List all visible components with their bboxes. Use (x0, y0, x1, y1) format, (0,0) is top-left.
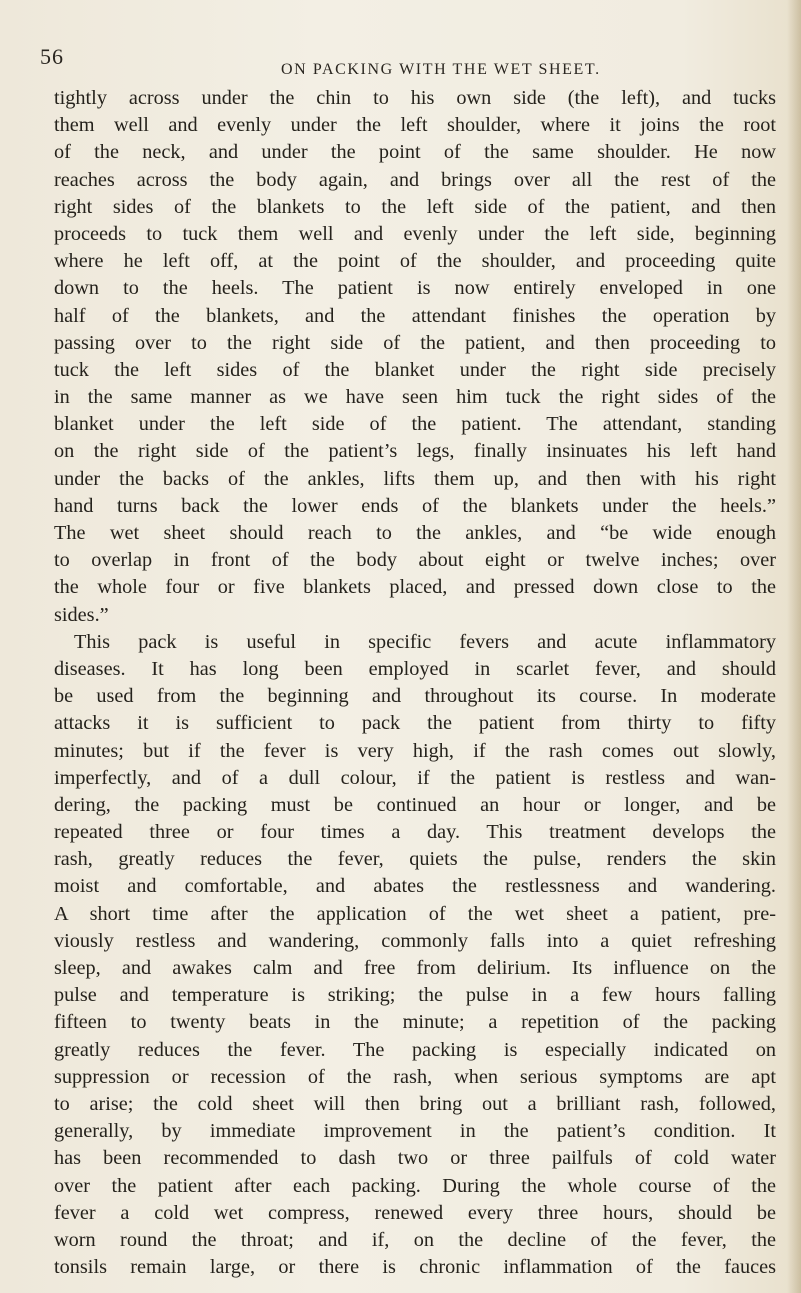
text-line: has been recommended to dash two or three pailfuls of cold water (54, 1147, 776, 1170)
text-line: tightly across under the chin to his own side (the left), and tucks (54, 87, 776, 109)
text-line: imperfectly, and of a dull colour, if the patient is restless and wan- (54, 766, 776, 789)
body-text (54, 85, 776, 1281)
page-number: 56 (40, 44, 64, 69)
text-line: proceeds to tuck them well and evenly under the left side, beginning (54, 222, 776, 245)
text-line: passing over to the right side of the patient, and then proceeding to (54, 331, 776, 354)
text-line: A short time after the application of the wet sheet a patient, pre- (54, 902, 776, 925)
text-line: tuck the left sides of the blanket under the right side precisely (54, 358, 776, 381)
text-line: rash, greatly reduces the fever, quiets the pulse, renders the skin (54, 848, 776, 871)
text-line: suppression or recession of the rash, when serious symptoms are apt (54, 1065, 776, 1088)
text-line: generally, by immediate improvement in the patient’s condition. It (54, 1120, 776, 1143)
text-line: diseases. It has long been employed in scarlet fever, and should (54, 657, 776, 680)
text-line: right sides of the blankets to the left side of the patient, and then (54, 195, 776, 218)
text-line: sleep, and awakes calm and free from delirium. Its influence on the (54, 957, 776, 979)
text-line: blanket under the left side of the patient. The attendant, standing (54, 413, 776, 436)
text-line: greatly reduces the fever. The packing is especially indicated on (54, 1038, 776, 1061)
text-line: moist and comfortable, and abates the restlessness and wandering. (54, 875, 776, 898)
text-line: under the backs of the ankles, lifts them up, and then with his right (54, 467, 776, 490)
text-line: down to the heels. The patient is now entirely enveloped in one (54, 277, 776, 300)
text-line: in the same manner as we have seen him tuck the right sides of the (54, 386, 776, 409)
text-line: worn round the throat; and if, on the decline of the fever, the (54, 1228, 776, 1251)
text-line: dering, the packing must be continued an hour or longer, and be (54, 793, 776, 816)
text-line: on the right side of the patient’s legs, finally insinuates his left hand (54, 440, 776, 463)
text-line: be used from the beginning and throughout its course. In moderate (54, 685, 776, 708)
paragraph (54, 629, 776, 1282)
text-line: minutes; but if the fever is very high, if the rash comes out slowly, (54, 739, 776, 762)
page-edge-shadow (787, 0, 801, 1293)
text-line: The wet sheet should reach to the ankles, and “be wide enough (54, 522, 776, 544)
paragraph (54, 85, 776, 629)
text-line: attacks it is sufficient to pack the patient from thirty to fifty (54, 712, 776, 735)
text-line: them well and evenly under the left shoulder, where it joins the root (54, 114, 776, 137)
text-line: half of the blankets, and the attendant finishes the operation by (54, 304, 776, 327)
text-line: reaches across the body again, and brings over all the rest of the (54, 168, 776, 191)
text-line: to overlap in front of the body about eight or twelve inches; over (54, 549, 776, 572)
text-line: fever a cold wet compress, renewed every three hours, should be (54, 1201, 776, 1224)
text-line: to arise; the cold sheet will then bring out a brilliant rash, followed, (54, 1092, 776, 1115)
text-line: the whole four or five blankets placed, and pressed down close to the (54, 576, 776, 599)
text-line: tonsils remain large, or there is chronic inflammation of the fauces (54, 1256, 776, 1279)
text-line: where he left off, at the point of the shoulder, and proceeding quite (54, 250, 776, 273)
text-line: hand turns back the lower ends of the blankets under the heels.” (54, 494, 776, 517)
running-title: ON PACKING WITH THE WET SHEET. (281, 61, 601, 78)
text-line: pulse and temperature is striking; the pulse in a few hours falling (54, 984, 776, 1007)
text-line: This pack is useful in specific fevers and acute inflammatory (74, 630, 776, 653)
text-line: viously restless and wandering, commonly falls into a quiet refreshing (54, 929, 776, 952)
page-header (0, 44, 801, 78)
text-line: repeated three or four times a day. This treatment develops the (54, 821, 776, 844)
text-line: sides.” (54, 603, 109, 626)
text-line: fifteen to twenty beats in the minute; a repetition of the packing (54, 1011, 776, 1034)
text-line: of the neck, and under the point of the same shoulder. He now (54, 141, 776, 164)
text-line: over the patient after each packing. During the whole course of the (54, 1174, 776, 1197)
